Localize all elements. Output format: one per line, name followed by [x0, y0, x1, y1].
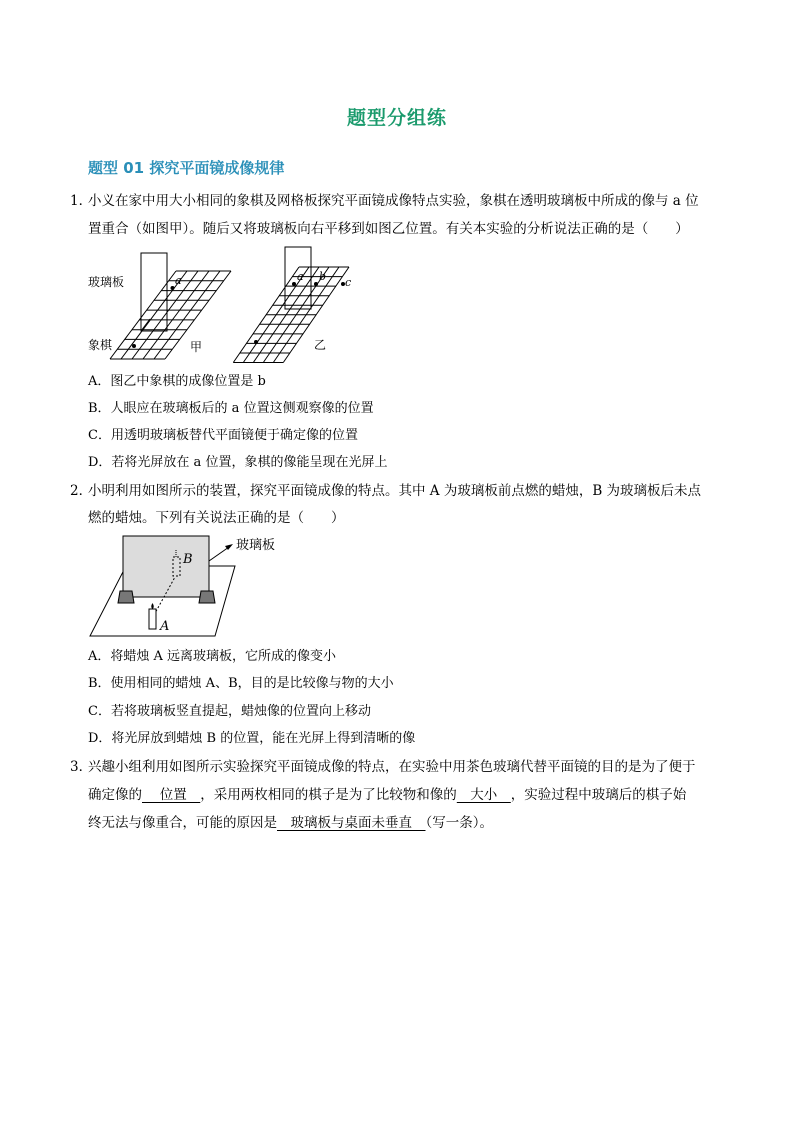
label-A: A	[160, 619, 170, 634]
q3-stem-line3	[88, 813, 493, 833]
q2-option-b: B．使用相同的蜡烛 A、B，目的是比较像与物的大小	[88, 676, 394, 691]
q2-option-c: C．若将玻璃板竖直提起，蜡烛像的位置向上移动	[88, 704, 371, 719]
q1-option-a: A．图乙中象棋的成像位置是 b	[88, 374, 266, 389]
candle-a	[149, 609, 156, 629]
q2-figure	[88, 533, 318, 639]
q3-number: 3．	[70, 759, 93, 775]
q1-figure	[86, 245, 376, 365]
q2-option-d: D．将光屏放到蜡烛 B 的位置，能在光屏上得到清晰的像	[88, 731, 416, 746]
q3-text-2a: 确定像的	[88, 787, 142, 803]
q3-stem-line1: 兴趣小组利用如图所示实验探究平面镜成像的特点，在实验中用茶色玻璃代替平面镜的目的是为了便于	[88, 759, 696, 775]
chess-dot-yi	[254, 340, 258, 344]
label-chess: 象棋	[88, 338, 113, 352]
label-jia: 甲	[190, 340, 203, 354]
figure-jia	[110, 253, 231, 359]
point-a-yi	[292, 282, 296, 286]
page-title: 题型分组练	[346, 107, 447, 129]
q3-stem-line2	[88, 785, 686, 805]
q2-number: 2．	[70, 483, 93, 499]
section-title: 题型 01 探究平面镜成像规律	[88, 159, 285, 177]
point-b-yi	[314, 282, 318, 286]
label-a-yi: a	[297, 270, 304, 283]
q3-text-2c: ，实验过程中玻璃后的棋子始	[510, 787, 687, 803]
q1-option-b: B．人眼应在玻璃板后的 a 位置这侧观察像的位置	[88, 401, 374, 416]
q3-answer-blank-2: 大小	[456, 787, 511, 803]
q1-option-d: D．若将光屏放在 a 位置，象棋的像能呈现在光屏上	[88, 455, 388, 470]
label-yi: 乙	[314, 338, 327, 352]
glass-plate	[123, 536, 209, 597]
chess-dot-jia	[132, 344, 136, 348]
q3-answer-blank-1: 位置	[142, 787, 201, 803]
q2-stem-line2: 燃的蜡烛。下列有关说法正确的是（ ）	[88, 510, 345, 526]
q2-option-a: A．将蜡烛 A 远离玻璃板，它所成的像变小	[88, 649, 337, 664]
label-B: B	[183, 552, 193, 567]
q1-stem-line1: 小义在家中用大小相同的象棋及网格板探究平面镜成像特点实验，象棋在透明玻璃板中所成的像与 a 位	[88, 193, 699, 209]
q3-text-3b: （写一条）。	[425, 815, 493, 831]
q3-text-3a: 终无法与像重合，可能的原因是	[88, 815, 277, 831]
q1-number: 1．	[70, 193, 93, 209]
label-b-yi: b	[319, 270, 327, 283]
grid-jia	[110, 271, 231, 359]
q1-stem-line2: 置重合（如图甲）。随后又将玻璃板向右平移到如图乙位置。有关本实验的分析说法正确的是（ ）	[88, 221, 689, 237]
label-c-yi: c	[345, 276, 352, 289]
q1-option-c: C．用透明玻璃板替代平面镜便于确定像的位置	[88, 428, 358, 443]
point-a-jia	[171, 286, 175, 290]
label-glass-jia: 玻璃板	[88, 275, 125, 289]
label-a-jia: a	[175, 274, 182, 287]
figure-yi	[233, 247, 352, 363]
q3-text-2b: ，采用两枚相同的棋子是为了比较物和像的	[200, 787, 457, 803]
label-glass-q2: 玻璃板	[236, 538, 276, 553]
q2-stem-line1: 小明利用如图所示的装置，探究平面镜成像的特点。其中 A 为玻璃板前点燃的蜡烛，B 为玻璃板后未点	[88, 483, 702, 499]
q3-answer-blank-3: 玻璃板与桌面未垂直	[277, 815, 426, 831]
